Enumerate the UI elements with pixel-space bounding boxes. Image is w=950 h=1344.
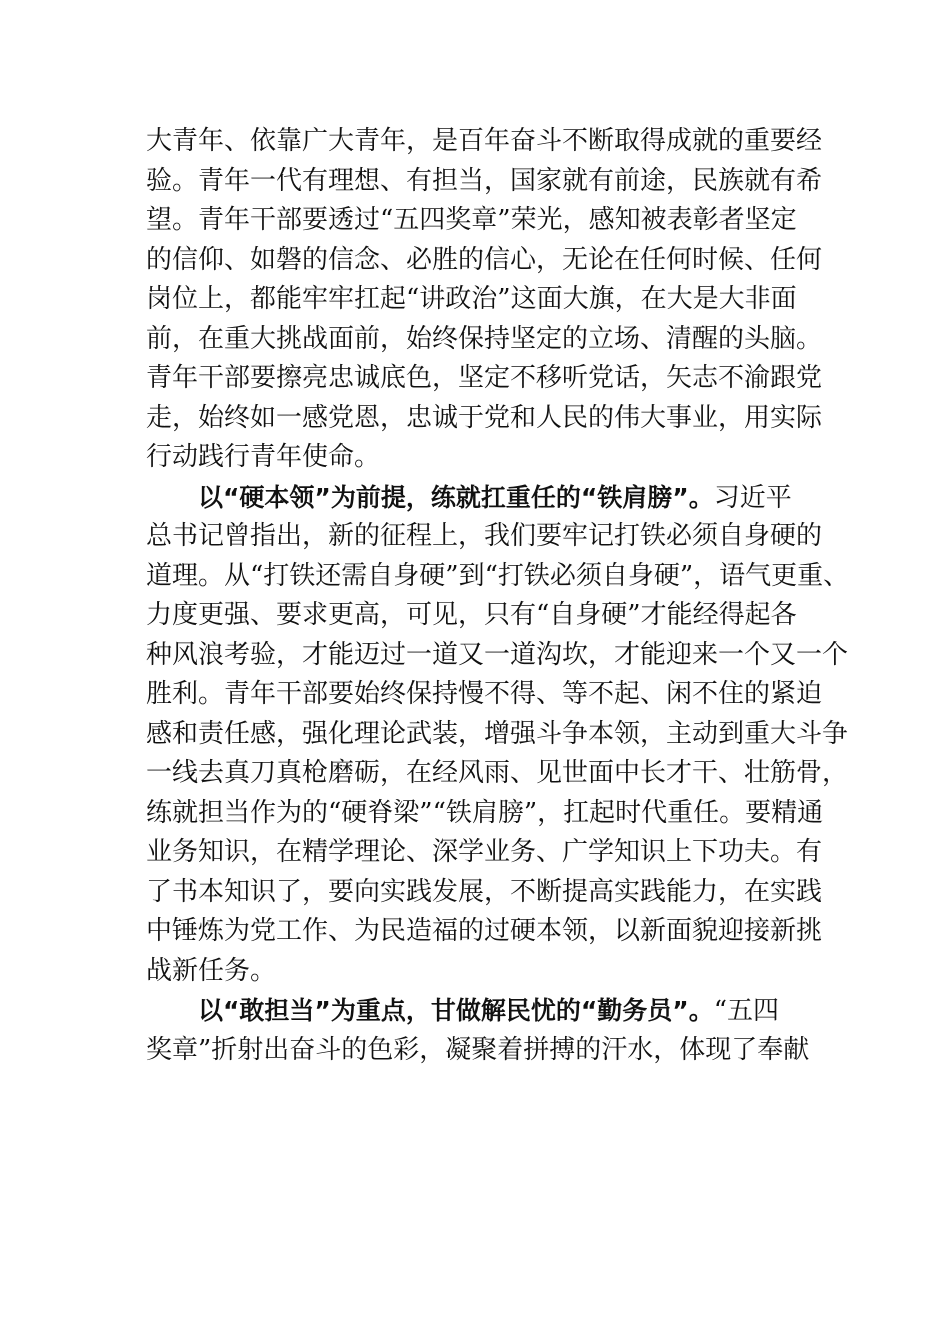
text-line: 行动践行青年使命。 [146,442,381,472]
text-line: 道理。从“打铁还需自身硬”到“打铁必须自身硬”，语气更重、 [146,560,850,591]
text-line: 总书记曾指出，新的征程上，我们要牢记打铁必须自身硬的 [146,521,823,551]
text-line: 胜利。青年干部要始终保持慢不得、等不起、闲不住的紧迫 [146,679,823,709]
paragraph-first-line [146,478,826,518]
text-line: 了书本知识了，要向实践发展，不断提高实践能力，在实践 [146,876,823,907]
paragraph-responsibility [146,991,826,1070]
text-line: 战新任务。 [146,955,277,986]
text-line: 前，在重大挑战面前，始终保持坚定的立场、清醒的头脑。 [146,323,823,354]
text-line: 奖章”折射出奋斗的色彩，凝聚着拼搏的汗水，体现了奉献 [146,1034,810,1065]
text-run: “五四 [713,996,780,1026]
document-page [146,122,850,1070]
text-line: 力度更强、要求更高，可见，只有“自身硬”才能经得起各 [146,600,797,630]
text-line: 岗位上，都能牢牢扛起“讲政治”这面大旗，在大是大非面 [146,284,797,314]
text-run: 习近平 [713,482,792,513]
text-line: 感和责任感，强化理论武装，增强斗争本领，主动到重大斗争 [146,718,849,749]
text-line: 中锤炼为党工作、为民造福的过硬本领，以新面貌迎接新挑 [146,916,823,946]
paragraph-hard-skills [146,478,850,992]
text-line: 验。青年一代有理想、有担当，国家就有前途，民族就有希 [146,165,823,196]
text-line: 一线去真刀真枪磨砺，在经风雨、见世面中长才干、壮筋骨， [146,758,849,788]
section-heading: 以“敢担当”为重点，甘做解民忧的“勤务员”。 [198,996,714,1025]
paragraph-first-line [146,991,826,1031]
text-line: 走，始终如一感党恩，忠诚于党和人民的伟大事业，用实际 [146,402,823,433]
text-line: 业务知识，在精学理论、深学业务、广学知识上下功夫。有 [146,837,823,867]
text-line: 的信仰、如磐的信念、必胜的信心，无论在任何时候、任何 [146,244,823,275]
section-heading: 以“硬本领”为前提，练就扛重任的“铁肩膀”。 [198,482,714,512]
text-line: 种风浪考验，才能迈过一道又一道沟坎，才能迎来一个又一个 [146,639,849,670]
text-line: 练就担当作为的“硬脊梁”“铁肩膀”，扛起时代重任。要精通 [146,797,824,828]
text-line: 青年干部要擦亮忠诚底色，坚定不移听党话，矢志不渝跟党 [146,363,823,393]
paragraph-loyalty [146,122,826,478]
text-line: 望。青年干部要透过“五四奖章”荣光，感知被表彰者坚定 [146,205,797,235]
text-line: 大青年、依靠广大青年，是百年奋斗不断取得成就的重要经 [146,126,823,156]
